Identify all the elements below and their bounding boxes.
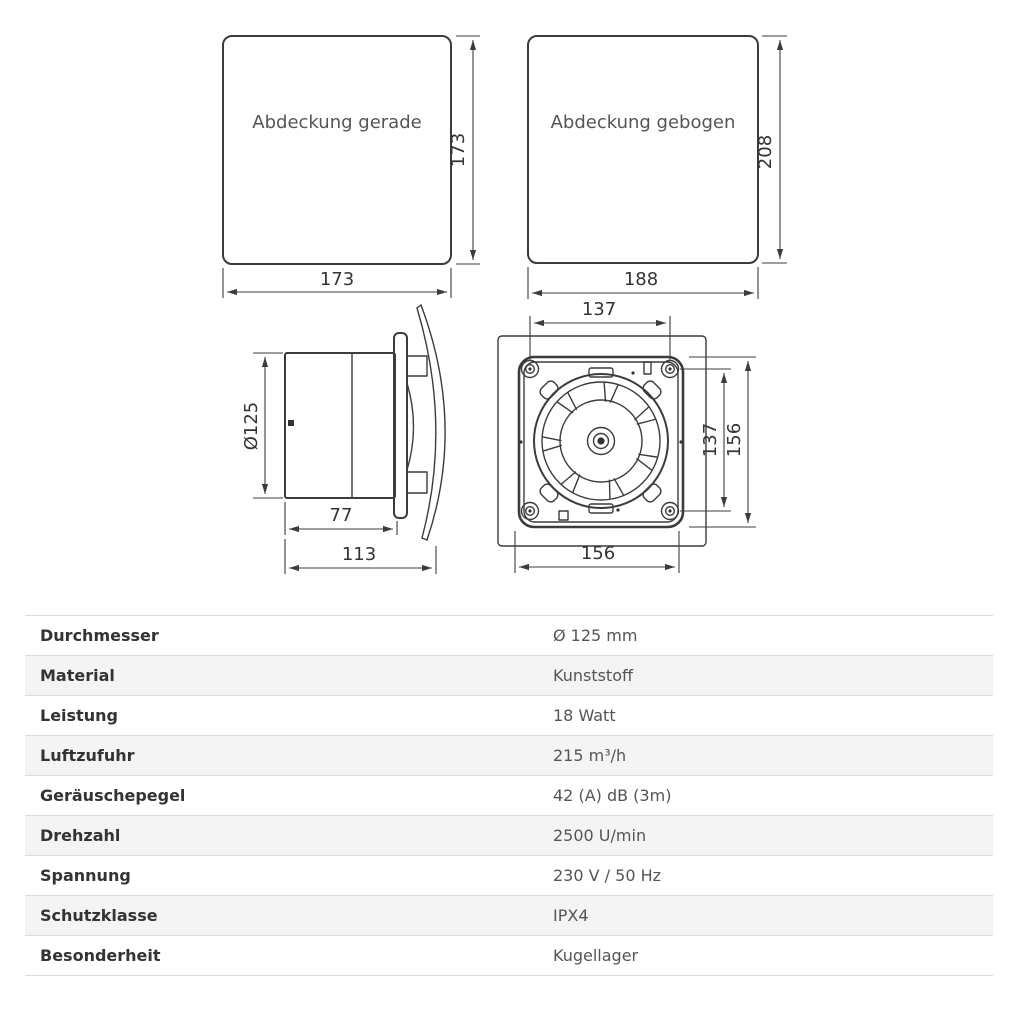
front-view-hole-spacing-h-text: 137 xyxy=(581,299,617,320)
spec-row-spannung xyxy=(25,855,993,895)
drawing-fan-front-view xyxy=(498,299,756,573)
spec-row-luftzufuhr xyxy=(25,735,993,775)
cover-straight-width-text: 173 xyxy=(319,269,355,290)
curved-cover-profile xyxy=(417,305,445,540)
spec-label: Luftzufuhr xyxy=(40,746,135,765)
spec-label: Drehzahl xyxy=(40,826,121,845)
side-view-total-depth-dim xyxy=(285,539,436,574)
cover-straight-height-text: 173 xyxy=(448,132,469,168)
front-view-height-text: 156 xyxy=(724,422,745,458)
drawing-cover-curved xyxy=(528,36,787,299)
spec-label: Schutzklasse xyxy=(40,906,158,925)
side-view-duct-depth-text: 77 xyxy=(329,505,353,526)
spec-label: Geräuschepegel xyxy=(40,786,186,805)
cover-straight-height-dim xyxy=(448,36,480,264)
spec-label: Besonderheit xyxy=(40,946,161,965)
drawing-fan-side-view xyxy=(241,305,445,574)
cover-straight-width-dim xyxy=(223,268,451,298)
spec-row-material xyxy=(25,655,993,695)
drawing-cover-straight xyxy=(223,36,480,298)
cover-curved-height-text: 208 xyxy=(755,134,776,170)
spec-value: 215 m³/h xyxy=(553,746,627,765)
side-view-total-depth-text: 113 xyxy=(341,544,377,565)
fan-impeller xyxy=(543,383,657,499)
specifications-table xyxy=(25,615,993,976)
front-view-hole-spacing-h-dim xyxy=(530,299,670,360)
side-view-diameter-text: Ø125 xyxy=(241,401,262,451)
cover-curved-width-text: 188 xyxy=(623,269,659,290)
cover-clip-top xyxy=(407,356,427,376)
cover-curved-outline xyxy=(528,36,758,263)
cover-straight-outline xyxy=(223,36,451,264)
spec-value: Ø 125 mm xyxy=(553,626,638,645)
spec-row-schutzklasse xyxy=(25,895,993,935)
front-view-width-text: 156 xyxy=(580,543,616,564)
spec-label: Leistung xyxy=(40,706,118,725)
spec-value: Kugellager xyxy=(553,946,639,965)
side-view-diameter-dim xyxy=(241,353,283,498)
spec-value: 42 (A) dB (3m) xyxy=(553,786,672,805)
spec-label: Spannung xyxy=(40,866,131,885)
spec-label: Durchmesser xyxy=(40,626,159,645)
spec-row-besonderheit xyxy=(25,935,993,975)
spec-row-drehzahl xyxy=(25,815,993,855)
front-view-width-dim xyxy=(515,531,679,573)
spec-row-leistung xyxy=(25,695,993,735)
side-view-body xyxy=(285,305,445,540)
front-view-hole-spacing-v-text: 137 xyxy=(700,422,721,458)
spec-value: 2500 U/min xyxy=(553,826,647,845)
ring-tab-top xyxy=(589,368,613,377)
spec-value: 18 Watt xyxy=(553,706,616,725)
spec-value: 230 V / 50 Hz xyxy=(553,866,662,885)
cover-curved-height-dim xyxy=(755,36,787,263)
cover-curved-width-dim xyxy=(528,267,758,299)
cover-curved-label: Abdeckung gebogen xyxy=(550,112,736,133)
cover-straight-label: Abdeckung gerade xyxy=(252,112,422,133)
duct-mark xyxy=(288,420,294,426)
spec-value: IPX4 xyxy=(553,906,589,925)
spec-label: Material xyxy=(40,666,115,685)
duct-tube xyxy=(285,353,395,498)
spec-row-geraeuschepegel xyxy=(25,775,993,815)
screw-bottom-right xyxy=(662,503,679,520)
side-view-duct-depth-dim xyxy=(285,502,397,535)
cover-clip-bottom xyxy=(407,472,427,493)
motor-cap xyxy=(588,428,615,455)
spec-row-durchmesser xyxy=(25,615,993,655)
spec-value: Kunststoff xyxy=(553,666,634,685)
